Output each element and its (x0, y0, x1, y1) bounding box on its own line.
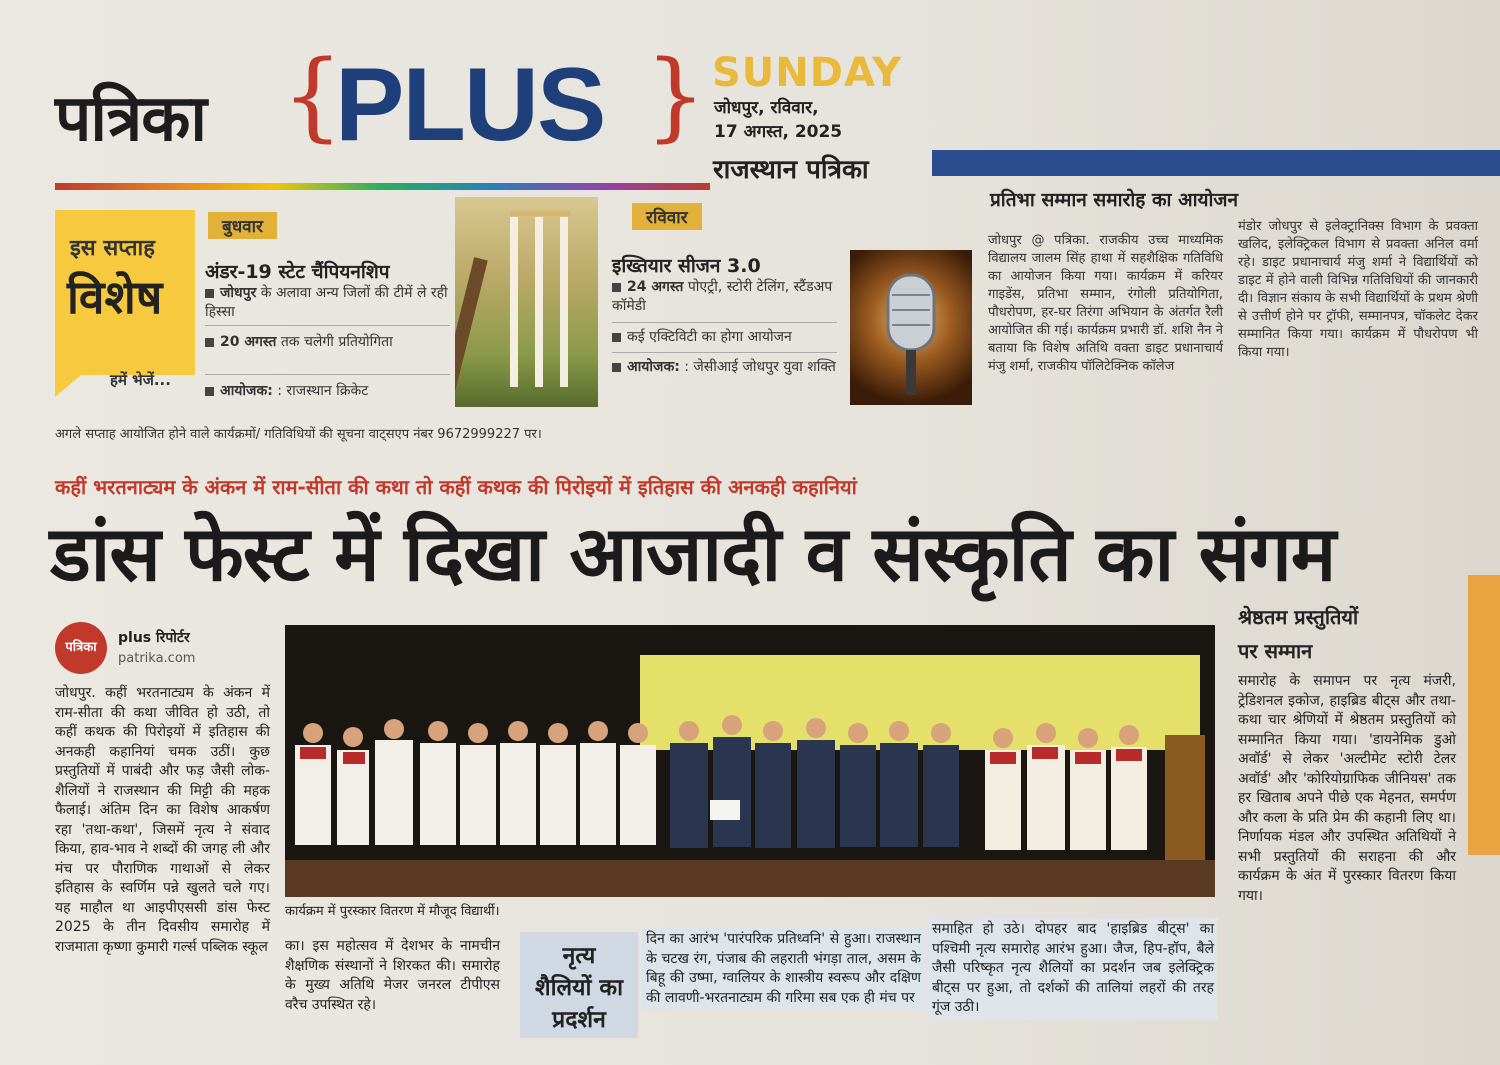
microphone-icon (850, 250, 972, 405)
sidebar-title: प्रतिभा सम्मान समारोह का आयोजन (990, 189, 1239, 211)
dateline (714, 96, 842, 144)
cricket-image (455, 197, 598, 407)
brace-open: { (282, 40, 344, 152)
sidebar-col2: मंडोर जोधपुर से इलेक्ट्रानिक्स विभाग के प्रवक्ता खलिद, इलेक्ट्रिकल विभाग से प्रवक्ता अनिल वर्मा रहे। डाइट प्रधानाचार्य मंजु शर्मा ने विद्यार्थियों को डाइट में होने वाली विभिन्न गतिविधियों की जानकारी दी। विज्ञान संकाय के सभी विद्यार्थियों के प्रथम श्रेणी से उत्तीर्ण होने पर ट्रॉफी, सम्मानपत्र, चॉकलेट देकर सम्मानित किया गया। कार्यक्रम में पौधरोपण भी किया गया। (1238, 219, 1478, 360)
event1-line1: जोधपुर के अलावा अन्य जिलों की टीमें ले रही हिस्सा (205, 285, 448, 320)
story-col1: जोधपुर. कहीं भरतनाट्यम के अंकन में राम-सीता की कथा जीवित हो उठी, तो कहीं कथक की पिरोइयों में इतिहास की अनकही कहानियां चमक उठीं। कुछ प्रस्तुतियों में पाबंदी और फड़ जैसी लोक-शैलियों ने राजस्थान की मिट्टी की महक फैलाई। अंतिम दिन का विशेष आकर्षण रहा 'तथा-कथा', जिसमें नृत्य ने संवाद किया, हाव-भाव ने शब्दों की जगह ली और मंच पर पौराणिक गाथाओं से लेकर इतिहास के स्वर्णिम पन्ने खुलते चले गए। यह माहौल था आइपीएससी डांस फेस्ट 2025 के तीन दिवसीय समारोह में राजमाता कृष्णा कुमारी गर्ल्स पब्लिक स्कूल (55, 685, 270, 955)
dance-styles-box (520, 932, 638, 1038)
event2-divider2 (612, 352, 837, 353)
special-tail (55, 375, 81, 397)
kicker-rest: के अंकन में राम-सीता की कथा तो कहीं कथक की पिरोइयों में इतिहास की अनकही कहानियां (175, 475, 857, 499)
story-col4: समाहित हो उठे। दोपहर बाद 'हाइब्रिड बीट्स' का पश्चिमी नृत्य समारोह आरंभ हुआ। जैज, हिप-हॉप, बैले जैसी परिष्कृत नृत्य शैलियों का प्रदर्शन जब इलेक्ट्रिक बीट्स पर हुआ, तो दर्शकों की तालियां लहरों की तरह गूंज उठी। (928, 918, 1218, 1020)
sunday-text: SUNDAY (712, 50, 903, 96)
patrika-logo: पत्रिका (55, 622, 107, 674)
special-box (55, 210, 195, 375)
event2-divider (612, 322, 837, 323)
sunday-label (712, 50, 902, 96)
special-line2: विशेष (67, 270, 163, 324)
event1-divider (205, 325, 450, 326)
event1-line2: 20 अगस्त तक चलेगी प्रतियोगिता (205, 333, 450, 352)
color-rule (55, 183, 710, 190)
issue-date: 17 अगस्त, 2025 (714, 122, 843, 142)
event2-line2: कई एक्टिविटी का होगा आयोजन (612, 328, 837, 347)
kicker-red: कहीं भरतनाट्यम (55, 475, 176, 499)
event1-line3: आयोजक: : राजस्थान क्रिकेट (205, 382, 450, 401)
brand-plus: PLUS (335, 47, 605, 163)
box-line2: शैलियों का (534, 975, 624, 1001)
box-line3: प्रदर्शन (552, 1007, 606, 1033)
byline: plus रिपोर्टर (118, 630, 190, 646)
cricket-wickets-icon (455, 197, 598, 407)
story-col2: का। इस महोत्सव में देशभर के नामचीन शैक्षणिक संस्थानों ने शिरकत की। समारोह के मुख्य अतिथि मेजर जनरल टीपीएस वरैच उपस्थित रहे। (285, 938, 500, 1013)
award-photo (285, 625, 1215, 897)
story-headline: डांस फेस्ट में दिखा आजादी व संस्कृति का संगम (50, 509, 1336, 598)
box-line1: नृत्य (562, 943, 596, 969)
whatsapp-footnote: अगले सप्ताह आयोजित होने वाले कार्यक्रमों/ गतिविधियों की सूचना वाट्सएप नंबर 9672999227 पर। (55, 427, 542, 442)
sidebar-col1: जोधपुर @ पत्रिका. राजकीय उच्च माध्यमिक विद्यालय जालम सिंह हाथा में सहशैक्षिक गतिविधि का आयोजन किया गया। कार्यक्रम में करियर गाइडेंस, प्रतिभा सम्मान, रंगोली प्रतियोगिता, पौधरोपण, हर-घर तिरंगा अभियान के अंतर्गत रैली आयोजित की गई। कार्यक्रम प्रभारी डॉ. शशि नैन ने बताया कि विशेष अतिथि वक्ता डाइट प्रधानाचार्य मंजु शर्मा, राजकीय पॉलिटेक्निक कॉलेज (988, 233, 1223, 374)
story-col5: समारोह के समापन पर नृत्य मंजरी, ट्रेडिशनल इकोज, हाइब्रिड बीट्स और तथा-कथा चार श्रेणियों में श्रेष्ठतम प्रस्तुतियों को सम्मानित किया गया। 'डायनेमिक डुओ अवॉर्ड' से लेकर 'अल्टीमेट स्टोरी टेलर अवॉर्ड' और 'कोरियोग्राफिक जीनियस' तक हर खिताब अपने पीछे एक मेहनत, समर्पण और कला के प्रति प्रेम की कहानी लिए था। निर्णायक मंडल और उपस्थित अतिथियों ने सभी प्रस्तुतियों की सराहना की और कार्यक्रम के अंत में पुरस्कार वितरण किया गया। (1238, 673, 1456, 904)
special-line1: इस सप्ताह (70, 236, 155, 261)
story-col3: दिन का आरंभ 'पारंपरिक प्रतिध्वनि' से हुआ। राजस्थान के चटख रंग, पंजाब की लहराती भंगड़ा ताल, असम के बिहू की उष्मा, ग्वालियर के शास्त्रीय स्वरूप और दक्षिण की लावणी-भरतनाट्यम की गरिमा सब एक ही मंच पर (642, 928, 925, 1010)
awards-subhead-2: पर सम्मान (1238, 639, 1313, 663)
event2-line3: आयोजक: : जेसीआई जोधपुर युवा शक्ति (612, 358, 837, 377)
event1-title: अंडर-19 स्टेट चैंपियनशिप (205, 261, 390, 283)
microphone-image (850, 250, 972, 405)
awards-subhead-1: श्रेष्ठतम प्रस्तुतियों (1238, 605, 1359, 629)
story-kicker (55, 473, 857, 500)
awards-subhead (1238, 600, 1358, 668)
city-day: जोधपुर, रविवार, (714, 98, 819, 118)
adjacent-ad-strip (1468, 575, 1500, 855)
brand-patrika: पत्रिका (55, 82, 206, 156)
brace-close: } (645, 40, 707, 152)
event1-divider2 (205, 374, 450, 375)
blue-rule (932, 150, 1500, 176)
event2-day: रविवार (632, 203, 702, 230)
event2-title: इख्तियार सीजन 3.0 (612, 255, 761, 277)
byline-site: patrika.com (118, 651, 196, 666)
send-label: हमें भेजें... (110, 371, 171, 389)
photo-caption: कार्यक्रम में पुरस्कार वितरण में मौजूद विद्यार्थी। (285, 904, 500, 919)
group-photo-image (285, 625, 1215, 897)
event1-day: बुधवार (208, 212, 277, 239)
event2-line1: 24 अगस्त पोएट्री, स्टोरी टेलिंग, स्टैंडअप कॉमेडी (612, 279, 833, 314)
paper-name: राजस्थान पत्रिका (713, 155, 869, 185)
